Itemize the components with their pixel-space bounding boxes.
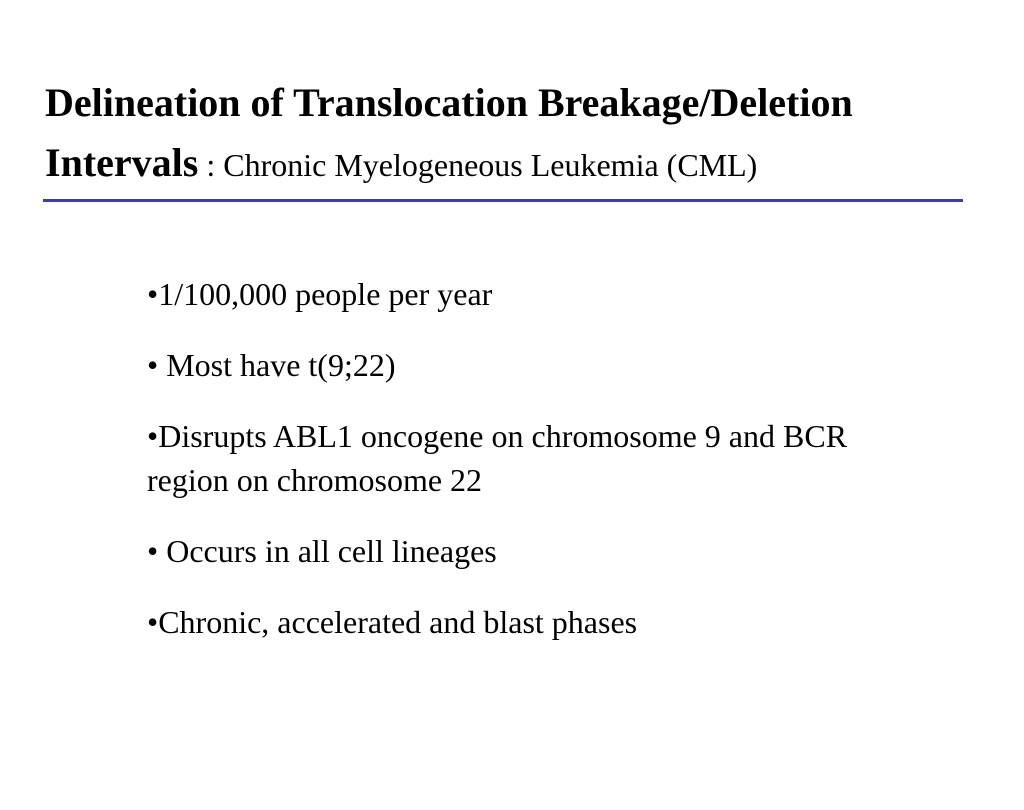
bullet-item-translocation: • Most have t(9;22) — [147, 347, 396, 383]
bullet-item-phases: •Chronic, accelerated and blast phases — [147, 604, 638, 640]
bullet-item-cell-lineages: • Occurs in all cell lineages — [147, 533, 497, 569]
bullet-item-incidence: •1/100,000 people per year — [147, 276, 493, 312]
slide-title-subtitle: Chronic Myelogeneous Leukemia (CML) — [223, 147, 758, 183]
slide-title — [45, 74, 985, 194]
bullet-item-abl1-bcr: •Disrupts ABL1 oncogene on chromosome 9 and BCR region on chromosome 22 — [147, 418, 848, 498]
bullet-list — [147, 272, 907, 671]
slide-title-bold: Delineation of Translocation Breakage/Deletion Intervals — [45, 80, 853, 185]
slide-title-separator: : — [198, 147, 224, 183]
title-divider-rule — [43, 199, 963, 202]
